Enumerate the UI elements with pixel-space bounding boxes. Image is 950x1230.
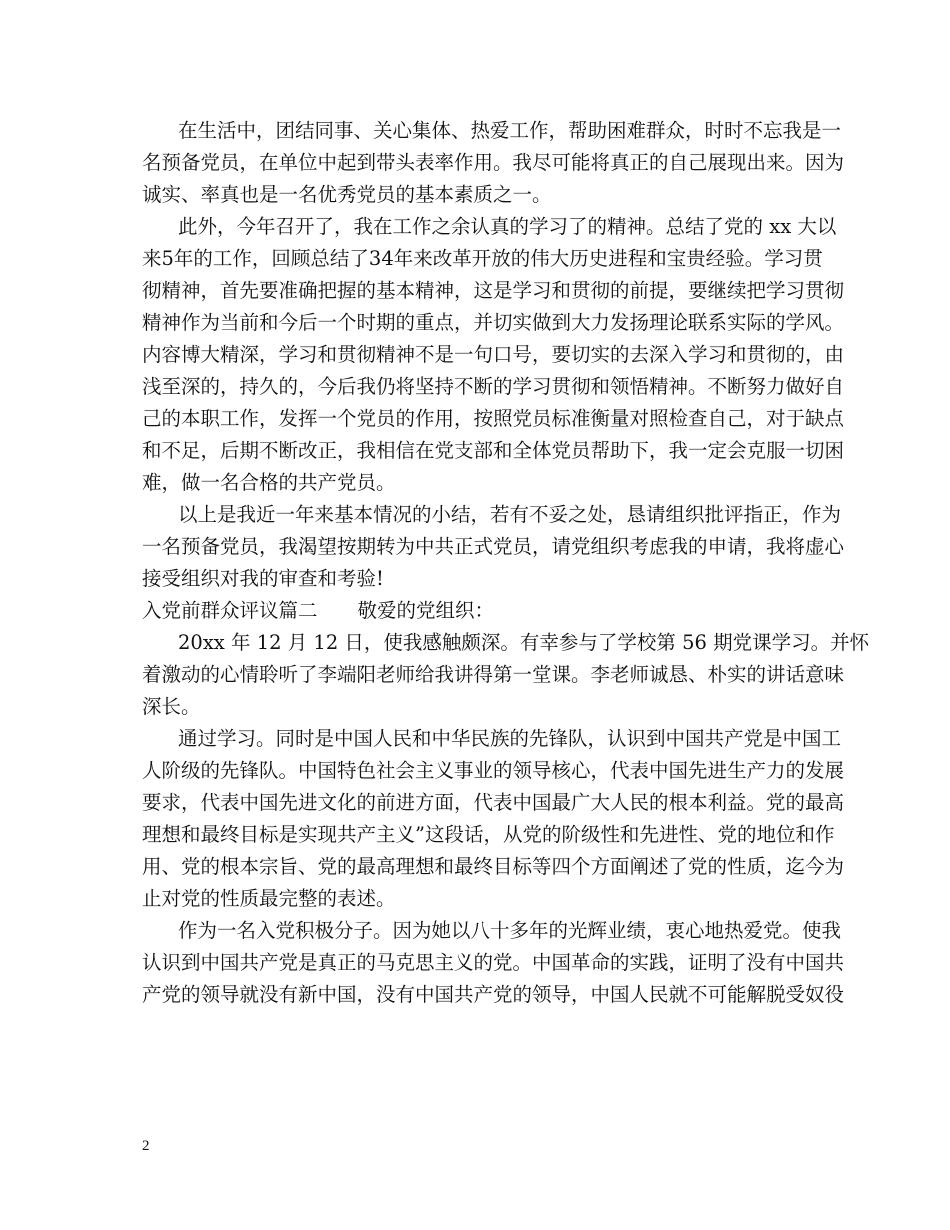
text-line: 理想和最终目标是实现共产主义”这段话，从党的阶级性和先进性、党的地位和作: [142, 823, 835, 846]
paragraph: [142, 915, 845, 1011]
text-line: 20xx 年 12 月 12 日，使我感触颇深。有幸参与了学校第 56 期党课学习。并怀: [178, 631, 870, 654]
text-line: 难，做一名合格的共产党员。: [142, 471, 396, 494]
paragraph: [142, 115, 845, 211]
section-heading: [142, 595, 812, 627]
paragraph: [142, 211, 845, 499]
section-title: 入党前群众评议篇二: [142, 599, 318, 622]
text-line: 认识到中国共产党是真正的马克思主义的党。中国革命的实践，证明了没有中国共: [142, 951, 845, 974]
text-line: 己的本职工作，发挥一个党员的作用，按照党员标准衡量对照检查自己，对于缺点: [142, 407, 845, 430]
text-line: 浅至深的，持久的，今后我仍将坚持不断的学习贯彻和领悟精神。不断努力做好自: [142, 375, 845, 398]
text-line: 来5年的工作，回顾总结了34年来改革开放的伟大历史进程和宝贵经验。学习贯: [142, 247, 823, 270]
text-line: 着激动的心情聆听了李端阳老师给我讲得第一堂课。李老师诚恳、朴实的讲话意味: [142, 663, 845, 686]
page-number: 2: [142, 1138, 150, 1154]
text-line: 彻精神，首先要准确把握的基本精神，这是学习和贯彻的前提，要继续把学习贯彻: [142, 279, 845, 302]
text-line: 止对党的性质最完整的表述。: [142, 887, 396, 910]
text-line: 此外，今年召开了，我在工作之余认真的学习了的精神。总结了党的 xx 大以: [178, 215, 837, 238]
text-line: 在生活中，团结同事、关心集体、热爱工作，帮助困难群众，时时不忘我是一: [178, 119, 842, 142]
text-line: 要求，代表中国先进文化的前进方面，代表中国最广大人民的根本利益。党的最高: [142, 791, 845, 814]
text-line: 人阶级的先锋队。中国特色社会主义事业的领导核心，代表中国先进生产力的发展: [142, 759, 845, 782]
text-line: 和不足，后期不断改正，我相信在党支部和全体党员帮助下，我一定会克服一切困: [142, 439, 845, 462]
text-line: 用、党的根本宗旨、党的最高理想和最终目标等四个方面阐述了党的性质，迄今为: [142, 855, 845, 878]
text-line: 内容博大精深，学习和贯彻精神不是一句口号，要切实的去深入学习和贯彻的，由: [142, 343, 845, 366]
text-line: 一名预备党员，我渴望按期转为中共正式党员，请党组织考虑我的申请，我将虚心: [142, 535, 845, 558]
text-line: 诚实、率真也是一名优秀党员的基本素质之一。: [142, 183, 552, 206]
text-line: 深长。: [142, 695, 201, 718]
text-line: 接受组织对我的审查和考验!: [142, 567, 384, 590]
text-line: 名预备党员，在单位中起到带头表率作用。我尽可能将真正的自己展现出来。因为: [142, 151, 845, 174]
text-line: 精神作为当前和今后一个时期的重点，并切实做到大力发扬理论联系实际的学风。: [142, 311, 845, 334]
text-line: 产党的领导就没有新中国，没有中国共产党的领导，中国人民就不可能解脱受奴役: [142, 983, 845, 1006]
text-line: 以上是我近一年来基本情况的小结，若有不妥之处，恳请组织批评指正，作为: [178, 503, 842, 526]
text-line: 通过学习。同时是中国人民和中华民族的先锋队，认识到中国共产党是中国工: [178, 727, 842, 750]
text-line: 作为一名入党积极分子。因为她以八十多年的光辉业绩，衷心地热爱党。使我: [178, 919, 842, 942]
paragraph: [142, 723, 845, 915]
paragraph: [142, 627, 870, 723]
paragraph: [142, 499, 845, 595]
salutation: 敬爱的党组织：: [357, 599, 495, 622]
document-body: [142, 115, 870, 1011]
